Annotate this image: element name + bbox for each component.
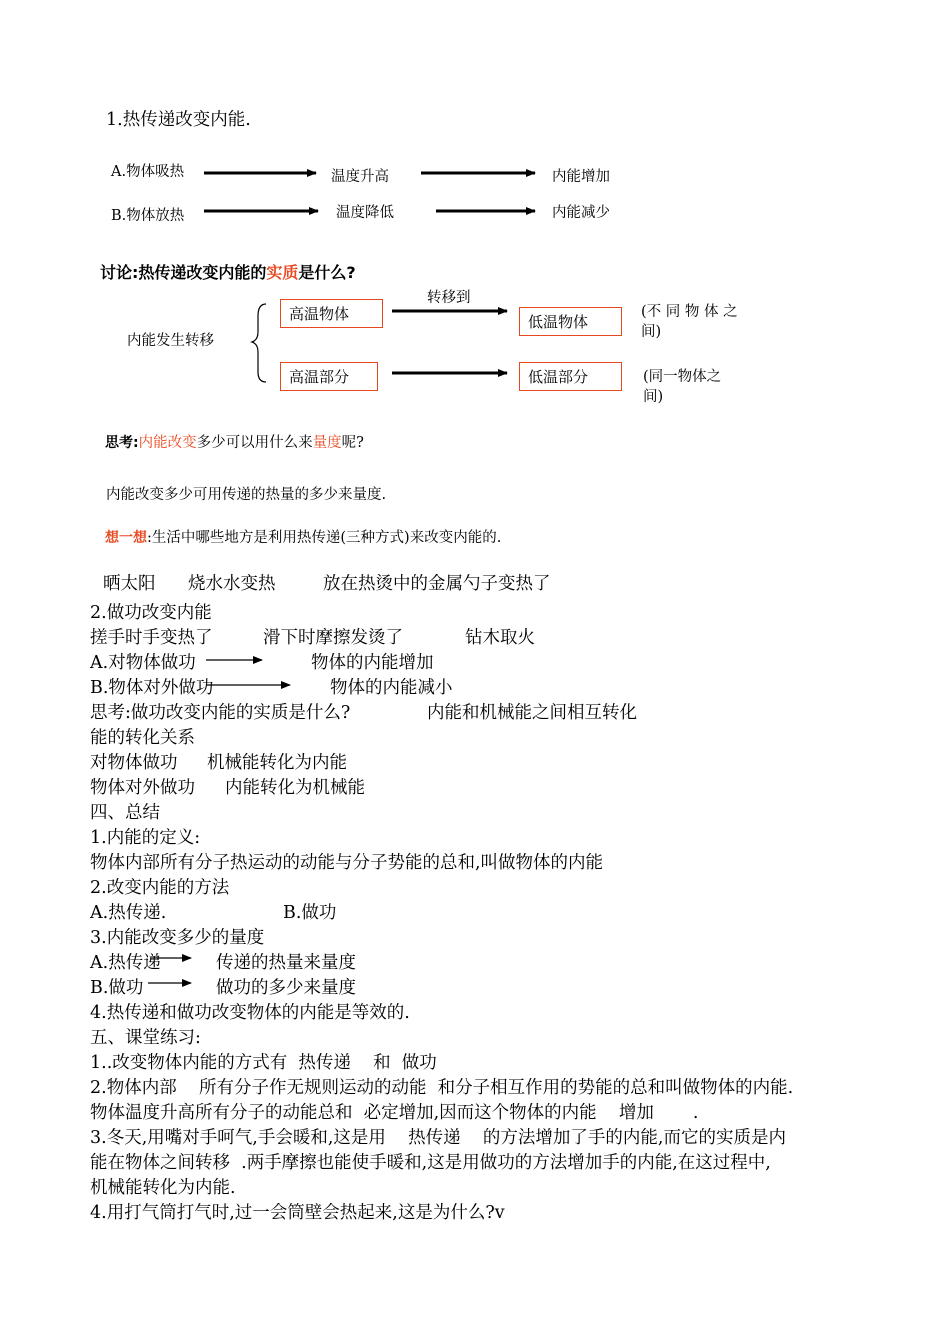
summary-item3-a-label: A.热传递 <box>90 953 161 973</box>
left-brace <box>252 304 266 382</box>
summary-item3-title: 3.内能改变多少的量度 <box>90 928 265 948</box>
think1-highlight2: 量度 <box>312 435 342 451</box>
energy-increase-label: 内能增加 <box>552 169 610 185</box>
work-example-2: 滑下时摩擦发烫了 <box>263 628 403 648</box>
relation1-a: 对物体做功 <box>90 753 178 773</box>
think1-highlight1: 内能改变 <box>138 435 197 451</box>
heat-release-label: B.物体放热 <box>111 208 185 224</box>
relation2-a: 物体对外做功 <box>90 778 195 798</box>
summary-item4: 4.热传递和做功改变物体的内能是等效的. <box>90 1003 410 1023</box>
discussion-suffix: 是什么? <box>298 263 356 282</box>
energy-decrease-label: 内能减少 <box>552 205 610 221</box>
work-example-3: 钻木取火 <box>465 628 535 648</box>
summary-item1-text: 物体内部所有分子热运动的动能与分子势能的总和,叫做物体的内能 <box>90 853 604 873</box>
box-low-object: 低温物体 <box>519 307 622 336</box>
think2-label: 想一想 <box>105 530 147 546</box>
object-does-work-result: 物体的内能减小 <box>330 678 453 698</box>
transfer-label: 转移到 <box>427 290 471 306</box>
temp-rise-label: 温度升高 <box>331 169 389 185</box>
work-on-object-label: A.对物体做功 <box>90 653 196 673</box>
note-same-object-line1: (同一物体之 <box>643 369 722 385</box>
exercise-q2-line2: 物体温度升高所有分子的动能总和 必定增加,因而这个物体的内能 增加 . <box>90 1103 699 1123</box>
exercises-heading: 五、课堂练习: <box>90 1028 201 1048</box>
think2-line <box>105 526 501 547</box>
note-same-object-line2: 间) <box>643 389 664 405</box>
note-between-objects-line2: 间) <box>641 324 662 340</box>
discussion-highlight: 实质 <box>266 263 299 282</box>
work-question: 思考:做功改变内能的实质是什么? <box>90 703 351 723</box>
section1-heading: 1.热传递改变内能. <box>106 110 251 130</box>
box-high-object: 高温物体 <box>280 299 383 328</box>
think2-text: :生活中哪些地方是利用热传递(三种方式)来改变内能的. <box>147 530 502 546</box>
exercise-q1: 1..改变物体内能的方式有 热传递 和 做功 <box>90 1053 437 1073</box>
exercise-q3-line3: 机械能转化为内能. <box>90 1178 236 1198</box>
think1-answer: 内能改变多少可用传递的热量的多少来量度. <box>106 487 387 503</box>
work-answer-part2: 能的转化关系 <box>90 728 195 748</box>
work-answer-part1: 内能和机械能之间相互转化 <box>427 703 637 723</box>
temp-drop-label: 温度降低 <box>336 205 394 221</box>
exercise-q4: 4.用打气筒打气时,过一会筒壁会热起来,这是为什么?v <box>90 1203 505 1223</box>
think1-label: 思考: <box>105 435 139 451</box>
work-on-object-result: 物体的内能增加 <box>311 653 434 673</box>
section2-heading: 2.做功改变内能 <box>90 603 212 623</box>
summary-item2-a: A.热传递. <box>90 903 167 923</box>
exercise-q3-line2: 能在物体之间转移 .两手摩擦也能使手暖和,这是用做功的方法增加手的内能,在这过程中, <box>90 1153 771 1173</box>
box-low-part: 低温部分 <box>519 362 622 391</box>
brace-label: 内能发生转移 <box>127 333 214 349</box>
exercise-q3-line1: 3.冬天,用嘴对手呵气,手会暖和,这是用 热传递 的方法增加了手的内能,而它的实质是内 <box>90 1128 786 1148</box>
summary-item2-title: 2.改变内能的方法 <box>90 878 230 898</box>
box-high-part: 高温部分 <box>280 362 378 391</box>
object-does-work-label: B.物体对外做功 <box>90 678 214 698</box>
summary-item2-b: B.做功 <box>283 903 337 923</box>
relation2-b: 内能转化为机械能 <box>225 778 365 798</box>
think1-line <box>105 431 364 452</box>
summary-item3-a-text: 传递的热量来量度 <box>216 953 356 973</box>
relation1-b: 机械能转化为内能 <box>207 753 347 773</box>
discussion-prefix: 讨论:热传递改变内能的 <box>100 263 267 282</box>
think1-text2: 呢? <box>341 435 364 451</box>
heat-example-2: 烧水水变热 <box>188 574 276 594</box>
heat-example-1: 晒太阳 <box>103 574 156 594</box>
work-example-1: 搓手时手变热了 <box>90 628 213 648</box>
note-between-objects-line1: (不 同 物 体 之 <box>641 304 738 320</box>
summary-item3-b-text: 做功的多少来量度 <box>216 978 356 998</box>
summary-item3-b-label: B.做功 <box>90 978 144 998</box>
heat-absorb-label: A.物体吸热 <box>111 164 185 180</box>
summary-item1-title: 1.内能的定义: <box>90 828 201 848</box>
think1-text1: 多少可以用什么来 <box>196 435 313 451</box>
heat-example-3: 放在热烫中的金属勺子变热了 <box>323 574 551 594</box>
summary-heading: 四、总结 <box>90 803 160 823</box>
exercise-q2-line1: 2.物体内部 所有分子作无规则运动的动能 和分子相互作用的势能的总和叫做物体的内能. <box>90 1078 794 1098</box>
